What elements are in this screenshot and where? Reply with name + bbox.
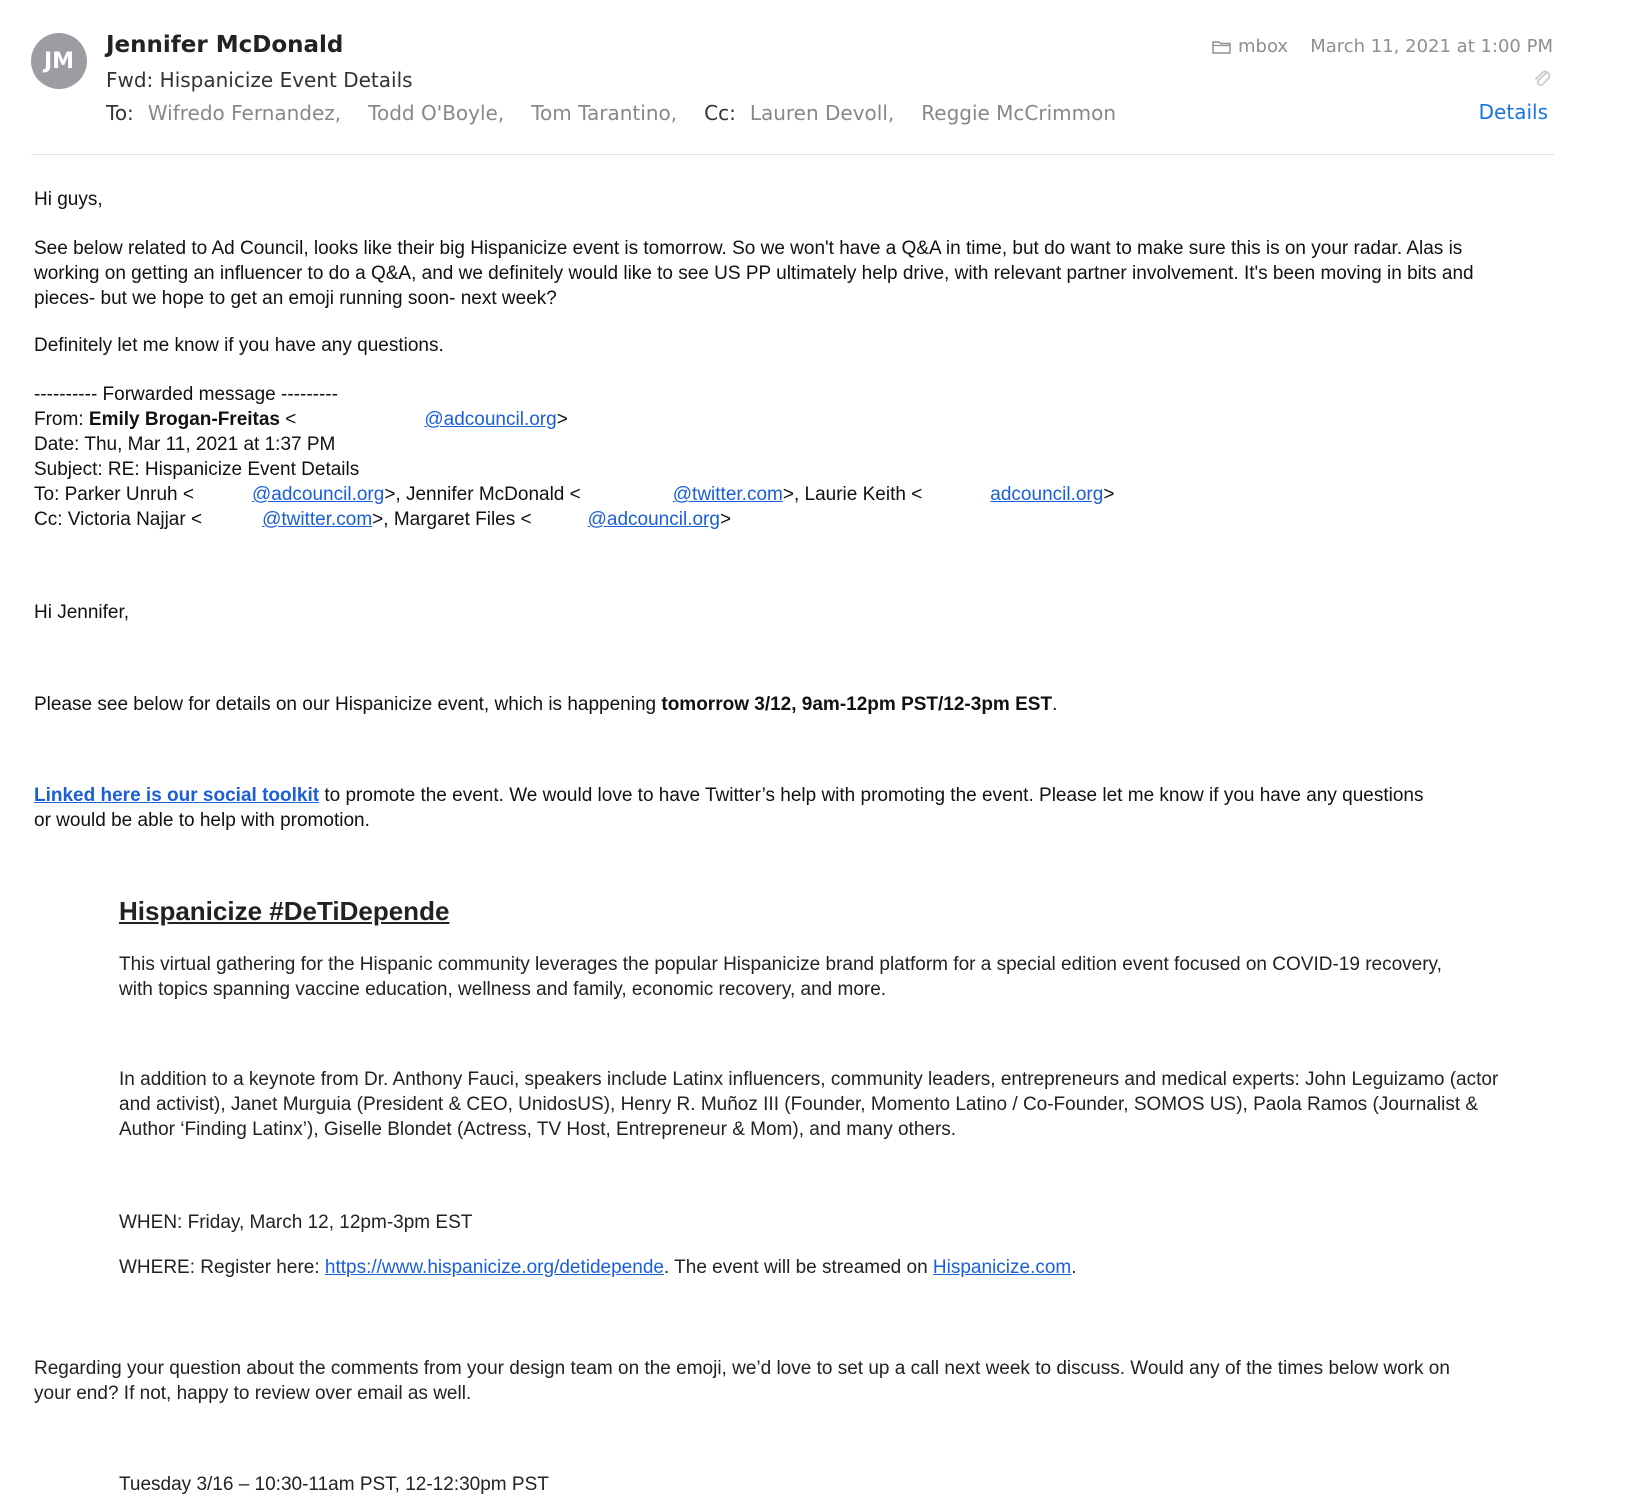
cc-bracket-close: > — [719, 509, 732, 530]
to-label: To: — [106, 101, 134, 125]
sender-avatar[interactable]: JM — [31, 33, 87, 89]
folder-icon — [1212, 39, 1231, 54]
questions-paragraph: Definitely let me know if you have any questions. — [34, 335, 444, 356]
recipient-cc-1[interactable]: Lauren Devoll, — [749, 101, 895, 125]
greeting-2: Hi Jennifer, — [34, 602, 130, 623]
details-button[interactable]: Details — [1478, 100, 1548, 124]
timing-bold: tomorrow 3/12, 9am-12pm PST/12-3pm EST — [661, 694, 1053, 715]
to-email-link-1[interactable]: @adcouncil.org — [252, 484, 385, 505]
register-link[interactable]: https://www.hispanicize.org/detidepende — [324, 1257, 664, 1278]
toolkit-text: to promote the event. We would love to have Twitter’s help with promoting the event. Please let me know if you have any questions or would be able to help with promotion. — [34, 785, 1424, 831]
cc-label: Cc: — [704, 101, 736, 125]
recipient-to-2[interactable]: Todd O'Boyle, — [368, 101, 505, 125]
mailbox-name: mbox — [1238, 36, 1289, 57]
recipient-cc-2[interactable]: Reggie McCrimmon — [921, 101, 1117, 125]
to-mid-2: >, Laurie Keith < — [782, 484, 923, 505]
message-subject: Fwd: Hispanicize Event Details — [106, 68, 413, 92]
to-prefix: To: Parker Unruh < — [34, 484, 194, 505]
to-email-link-2[interactable]: @twitter.com — [672, 484, 783, 505]
message-header — [0, 0, 1638, 156]
design-team-paragraph: Regarding your question about the comments from your design team on the emoji, we’d love to set up a call next week to discuss. Would any of the times below work on your end? If not, happy to review over email as well. — [34, 1358, 1450, 1404]
from-bracket-open: < — [280, 409, 297, 430]
sender-name[interactable]: Jennifer McDonald — [106, 32, 344, 58]
intro-paragraph: See below related to Ad Council, looks like their big Hispanicize event is tomorrow. So we won't have a Q&A in time, but do want to make sure this is on your radar. Alas is working on getting an influencer to do a Q&A, and we definitely would like to see US PP ultimately help drive, with relevant partner involvement. It's been moving in bits and pieces- but we hope to get an emoji running soon- next week? — [34, 238, 1474, 309]
where-period: . — [1071, 1257, 1077, 1278]
event-speakers: In addition to a keynote from Dr. Anthony Fauci, speakers include Latinx influencers, community leaders, entrepreneurs and medical experts: John Leguizamo (actor and activist), Janet Murguia (President & CEO, UnidosUS), Henry R. Muñoz III (Founder, Momento Latino / Co-Founder, SOMOS US), Paola Ramos (Journalist & Author ‘Finding Latinx’), Giselle Blondet (Actress, TV Host, Entrepreneur & Mom), and many others. — [119, 1069, 1499, 1140]
event-where — [119, 1255, 1549, 1280]
meeting-time-1: Tuesday 3/16 – 10:30-11am PST, 12-12:30pm PST — [119, 1474, 549, 1495]
cc-mid-1: >, Margaret Files < — [372, 509, 532, 530]
social-toolkit-link[interactable]: Linked here is our social toolkit — [34, 785, 320, 806]
recipient-to-3[interactable]: Tom Tarantino, — [531, 101, 678, 125]
from-name: Emily Brogan-Freitas — [88, 409, 280, 430]
event-title: Hispanicize #DeTiDepende — [119, 896, 450, 926]
paperclip-icon[interactable] — [1532, 68, 1552, 90]
toolkit-paragraph — [34, 783, 1434, 833]
where-mid: . The event will be streamed on — [663, 1257, 933, 1278]
greeting: Hi guys, — [34, 189, 103, 210]
cc-email-link-2[interactable]: @adcouncil.org — [587, 509, 720, 530]
timing-text: Please see below for details on our Hispanicize event, which is happening — [34, 694, 662, 715]
to-mid-1: >, Jennifer McDonald < — [384, 484, 581, 505]
forwarded-from — [34, 407, 1114, 432]
header-divider — [31, 154, 1554, 155]
from-bracket-close: > — [556, 409, 568, 430]
recipients-row — [106, 101, 1143, 125]
cc-email-link-1[interactable]: @twitter.com — [262, 509, 373, 530]
timing-period: . — [1052, 694, 1058, 715]
event-description: This virtual gathering for the Hispanic community leverages the popular Hispanicize brand platform for a special edition event focused on COVID-19 recovery, with topics spanning vaccine education, wellness and family, economic recovery, and more. — [119, 954, 1442, 1000]
hispanicize-link[interactable]: Hispanicize.com — [932, 1257, 1072, 1278]
forwarded-date: Date: Thu, Mar 11, 2021 at 1:37 PM — [34, 434, 336, 455]
where-text: WHERE: Register here: — [119, 1257, 325, 1278]
to-bracket-close: > — [1103, 484, 1115, 505]
forwarded-header — [34, 382, 1114, 532]
to-email-link-3[interactable]: adcouncil.org — [990, 484, 1104, 505]
cc-prefix: Cc: Victoria Najjar < — [34, 509, 203, 530]
recipient-to-1[interactable]: Wifredo Fernandez, — [147, 101, 342, 125]
mailbox-label[interactable] — [1212, 36, 1288, 57]
event-timing-paragraph — [34, 692, 1057, 717]
from-label: From: — [34, 409, 89, 430]
forwarded-subject: Subject: RE: Hispanicize Event Details — [34, 459, 360, 480]
from-email-link[interactable]: @adcouncil.org — [424, 409, 557, 430]
message-date: March 11, 2021 at 1:00 PM — [1310, 36, 1553, 57]
forwarded-cc — [34, 507, 1114, 532]
forwarded-divider: ---------- Forwarded message --------- — [34, 384, 338, 405]
event-when: WHEN: Friday, March 12, 12pm-3pm EST — [119, 1212, 473, 1233]
forwarded-to — [34, 482, 1114, 507]
